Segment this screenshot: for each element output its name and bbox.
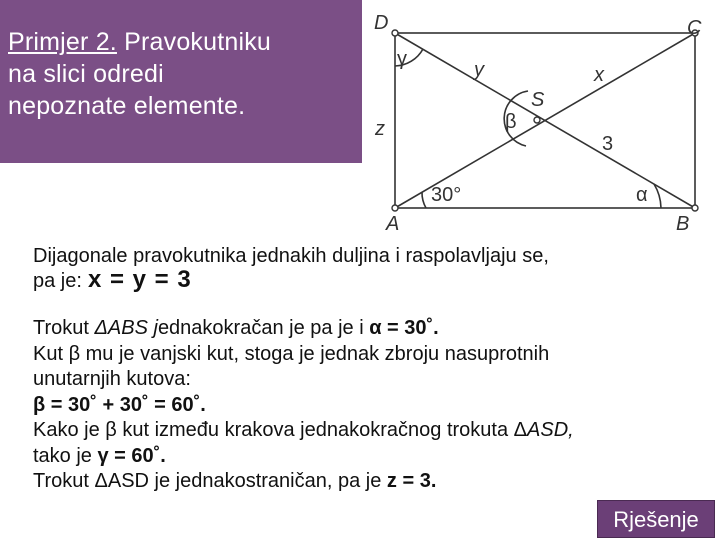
body-line-7 [33, 469, 713, 495]
body-l1-d: α = 30˚. [369, 317, 439, 339]
title-line-3: nepoznate elemente. [8, 92, 246, 120]
body-line-6 [33, 444, 713, 470]
body-line-4: β = 30˚ + 30˚ = 60˚. [33, 393, 206, 416]
label-d: D [374, 12, 389, 34]
label-s: S [531, 89, 545, 111]
point-d [392, 30, 398, 36]
point-s [534, 117, 540, 123]
title-label: Primjer 2. [8, 28, 117, 56]
label-x: x [594, 64, 604, 86]
body-line-2: Kut β mu je vanjski kut, stoga je jednak zbroju nasuprotnih [33, 342, 550, 365]
solution-button[interactable]: Rješenje [597, 500, 715, 538]
label-alpha: α [636, 184, 648, 206]
title-line-2: na slici odredi [8, 60, 164, 88]
lead-equation: x = y = 3 [87, 266, 192, 293]
body-line-5 [33, 418, 713, 444]
body-l6-b: γ = 60˚. [97, 444, 166, 467]
body-l1-b: ΔABS j [94, 317, 158, 339]
point-a [392, 205, 398, 211]
title-box [0, 0, 362, 163]
body-l1-a: Trokut [33, 317, 95, 339]
body-l7-b: z = 3. [386, 470, 437, 492]
solution-text [33, 316, 713, 495]
body-l7-a: Trokut ΔASD je jednakostraničan, pa je [33, 470, 387, 492]
label-gamma: γ [397, 48, 407, 70]
label-y: y [474, 59, 484, 81]
body-l1-c: ednakokračan je pa je i [157, 317, 370, 339]
body-line-1 [33, 316, 713, 342]
lead-line-1: Dijagonale pravokutnika jednakih duljina i raspolavljaju se, [33, 245, 549, 267]
label-z: z [375, 118, 385, 140]
lead-line-2 [33, 268, 549, 293]
lead-prefix: pa je: [33, 270, 82, 292]
label-30: 30° [431, 184, 462, 206]
body-l5-a: Kako je β kut između krakova jednakokračnog trokuta Δ [33, 419, 528, 441]
body-l5-b: ASD, [527, 419, 574, 441]
rectangle-figure [364, 8, 720, 234]
label-c: C [687, 17, 702, 39]
title-line-1 [8, 26, 352, 58]
label-3: 3 [602, 133, 614, 155]
body-line-3: unutarnjih kutova: [33, 368, 191, 390]
arc-30 [422, 192, 426, 208]
lead-text [33, 244, 549, 293]
title-text-1: Pravokutniku [116, 28, 272, 56]
label-a: A [386, 213, 400, 234]
label-beta: β [505, 111, 517, 133]
body-l6-a: tako je [33, 444, 98, 467]
point-b [692, 205, 698, 211]
label-b: B [676, 213, 690, 234]
